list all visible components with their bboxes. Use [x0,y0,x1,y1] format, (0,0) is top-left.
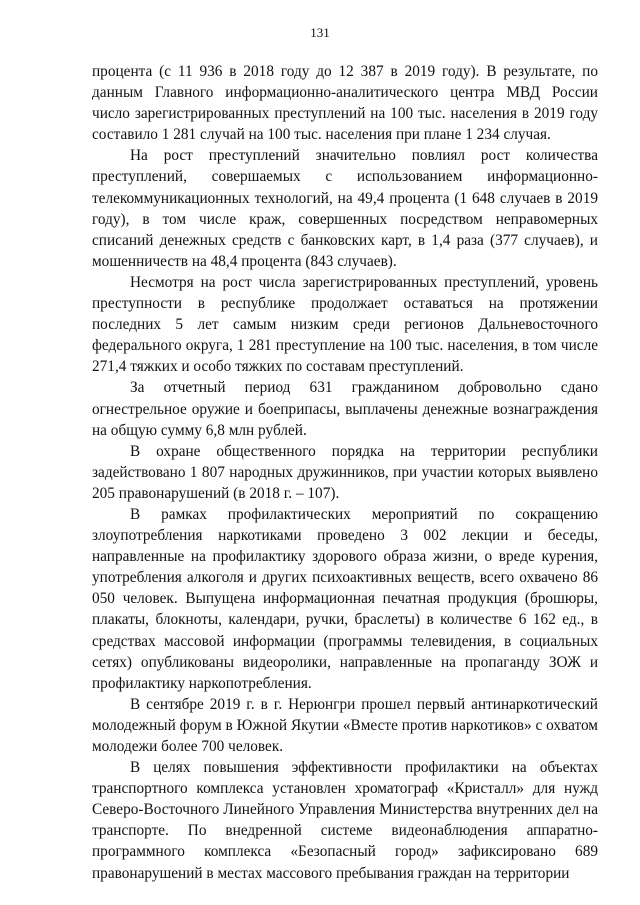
paragraph-weapons-surrender: За отчетный период 631 гражданином добровольно сдано огнестрельное оружие и боеприпасы, выплачены денежные вознаграждения на общую сумму 6,8 млн рублей. [92,379,598,439]
paragraph-crime-level: Несмотря на рост числа зарегистрированных преступлений, уровень преступности в республике продолжает оставаться на протяжении последних 5 лет самым низким среди регионов Дальневосточного федерального округа, 1 281 преступление на 100 тыс. населения, в том числе 271,4 тяжких и особо тяжких по составам преступлений. [92,273,598,376]
paragraph-youth-forum: В сентябре 2019 г. в г. Нерюнгри прошел первый антинаркотический молодежный форум в Южной Якутии «Вместе против наркотиков» с охватом молодежи более 700 человек. [92,695,598,755]
paragraph-it-crimes: На рост преступлений значительно повлиял рост количества преступлений, совершаемых с использованием информационно-телекоммуникационных технологий, на 49,4 процента (1 648 случаев в 2019 году), в том числе краж, совершенных посредством неправомерных списаний денежных средств с банковских карт, в 1,4 раза (377 случаев), и мошенничеств на 48,4 процента (843 случаев). [92,147,598,270]
page-number: 131 [310,25,330,40]
paragraph-continued: процента (с 11 936 в 2018 году до 12 387 в 2019 году). В результате, по данным Главного информационно-аналитического центра МВД России число зарегистрированных преступлений на 100 тыс. населения в 2019 году составило 1 281 случай на 100 тыс. населения при плане 1 234 случая. [92,63,598,144]
page-body [92,61,598,884]
paragraph-transport-safety: В целях повышения эффективности профилактики на объектах транспортного комплекса установлен хроматограф «Кристалл» для нужд Северо-Восточного Линейного Управления Министерства внутренних дел на транспорте. По внедренной системе видеонаблюдения аппаратно-программного комплекса «Безопасный город» зафиксировано 689 правонарушений в местах массового пребывания граждан на территории [92,759,598,882]
paragraph-drug-prevention: В рамках профилактических мероприятий по сокращению злоупотребления наркотиками проведено 3 002 лекции и беседы, направленные на профилактику здорового образа жизни, о вреде курения, употребления алкоголя и других психоактивных веществ, всего охвачено 86 050 человек. Выпущена информационная печатная продукция (брошюры, плакаты, блокноты, календари, ручки, браслеты) в количестве 6 162 ед., в средствах массовой информации (программы телевидения, в социальных сетях) опубликованы видеоролики, направленные на пропаганду ЗОЖ и профилактику наркопотребления. [92,505,598,692]
paragraph-public-order: В охране общественного порядка на территории республики задействовано 1 807 народных дружинников, при участии которых выявлено 205 правонарушений (в 2018 г. – 107). [92,442,598,502]
